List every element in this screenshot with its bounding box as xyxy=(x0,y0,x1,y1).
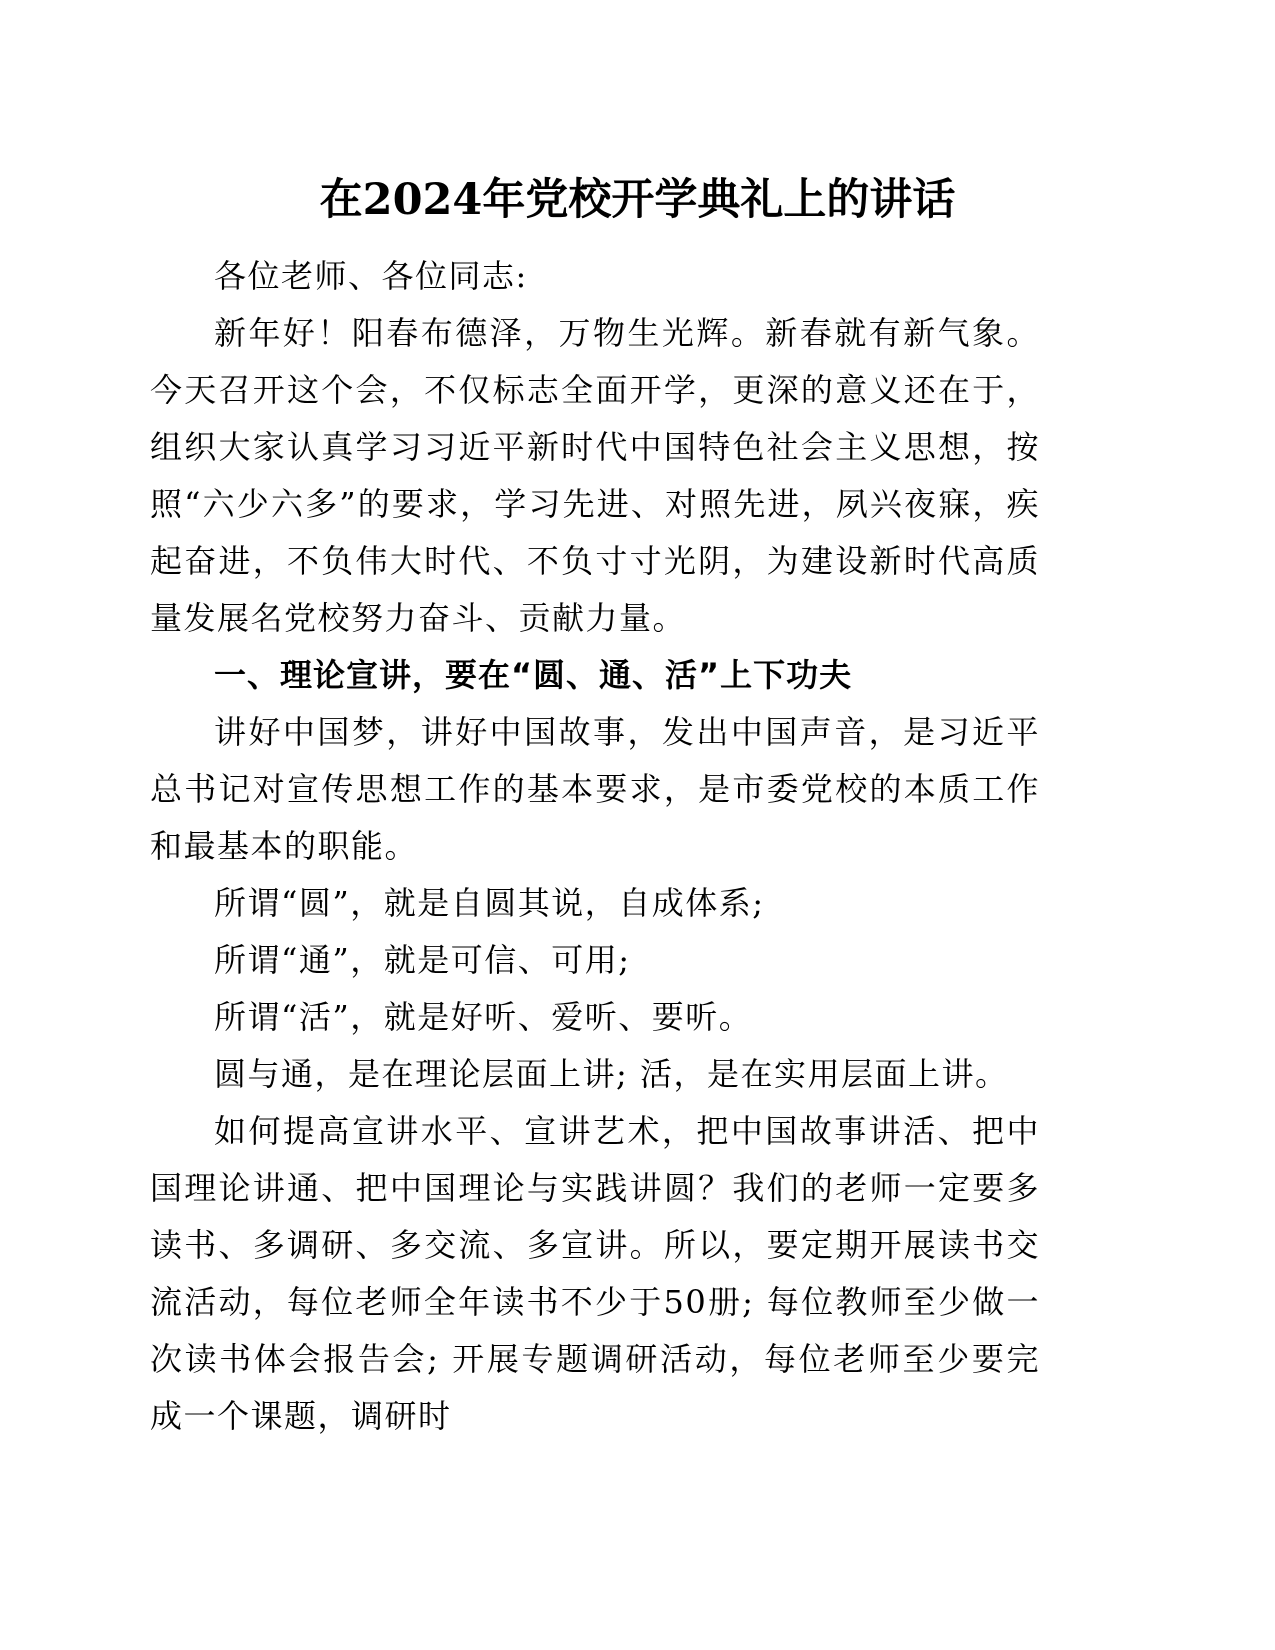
paragraph-summary: 圆与通，是在理论层面上讲; 活，是在实用层面上讲。 xyxy=(214,1055,1009,1093)
greeting: 各位老师、各位同志: xyxy=(214,257,528,295)
section-heading-1: 一、理论宣讲，要在“圆、通、活”上下功夫 xyxy=(214,656,853,694)
paragraph-definition-huo: 所谓“活”，就是好听、爱听、要听。 xyxy=(214,998,753,1036)
paragraph-definition-tong: 所谓“通”，就是可信、可用; xyxy=(214,941,631,979)
paragraph-methods: 如何提高宣讲水平、宣讲艺术，把中国故事讲活、把中国理论讲通、把中国理论与实践讲圆？我们的老师一定要多读书、多调研、多交流、多宣讲。所以，要定期开展读书交流活动，每位老师全年读书不少于50册; 每位教师至少做一次读书体会报告会; 开展专题调研活动，每位老师至少要完成一个课题，调研时 xyxy=(150,1112,1040,1435)
document-title: 在2024年党校开学典礼上的讲话 xyxy=(319,175,956,225)
document-body xyxy=(150,248,1040,1445)
paragraph-section-1: 讲好中国梦，讲好中国故事，发出中国声音，是习近平总书记对宣传思想工作的基本要求，是市委党校的本质工作和最基本的职能。 xyxy=(150,713,1040,865)
paragraph-definition-yuan: 所谓“圆”，就是自圆其说，自成体系; xyxy=(214,884,765,922)
paragraph-opening: 新年好！阳春布德泽，万物生光辉。新春就有新气象。今天召开这个会，不仅标志全面开学，更深的意义还在于，组织大家认真学习习近平新时代中国特色社会主义思想，按照“六少六多”的要求，学习先进、对照先进，夙兴夜寐，疾起奋进，不负伟大时代、不负寸寸光阴，为建设新时代高质量发展名党校努力奋斗、贡献力量。 xyxy=(150,314,1040,637)
